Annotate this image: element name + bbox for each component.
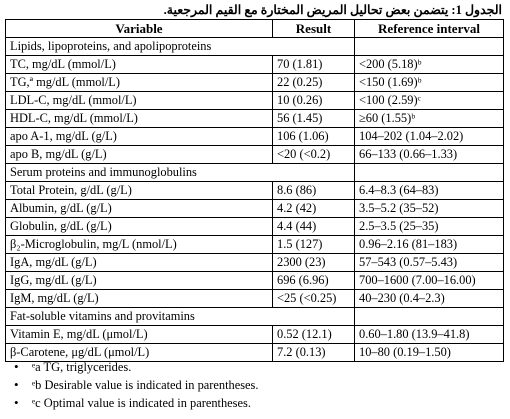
variable-cell: IgA, mg/dL (g/L) bbox=[6, 254, 273, 272]
variable-cell: Albumin, g/dL (g/L) bbox=[6, 200, 273, 218]
table-header-row bbox=[6, 20, 504, 38]
table-row bbox=[6, 146, 504, 164]
section-label: Serum proteins and immunoglobulins bbox=[6, 164, 355, 182]
result-cell: <20 (<0.2) bbox=[273, 146, 355, 164]
variable-cell: LDL-C, mg/dL (mmol/L) bbox=[6, 92, 273, 110]
header-reference-interval: Reference interval bbox=[355, 20, 504, 38]
variable-cell: IgM, mg/dL (g/L) bbox=[6, 290, 273, 308]
result-cell: 106 (1.06) bbox=[273, 128, 355, 146]
section-empty-cell bbox=[355, 164, 504, 182]
reference-cell: 10–80 (0.19–1.50) bbox=[355, 344, 504, 362]
table-row bbox=[6, 92, 504, 110]
variable-cell: apo B, mg/dL (g/L) bbox=[6, 146, 273, 164]
reference-cell: 66–133 (0.66–1.33) bbox=[355, 146, 504, 164]
reference-cell: <200 (5.18)ᵇ bbox=[355, 56, 504, 74]
variable-cell: Total Protein, g/dL (g/L) bbox=[6, 182, 273, 200]
section-row bbox=[6, 164, 504, 182]
result-cell: 1.5 (127) bbox=[273, 236, 355, 254]
table-body bbox=[6, 38, 504, 362]
table-row bbox=[6, 200, 504, 218]
result-cell: <25 (<0.25) bbox=[273, 290, 355, 308]
reference-cell: <150 (1.69)ᵇ bbox=[355, 74, 504, 92]
reference-cell: 104–202 (1.04–2.02) bbox=[355, 128, 504, 146]
table-caption: الجدول 1: يتضمن بعض تحاليل المريض المختارة مع القيم المرجعية. bbox=[163, 3, 502, 17]
header-result: Result bbox=[273, 20, 355, 38]
reference-cell: 0.60–1.80 (13.9–41.8) bbox=[355, 326, 504, 344]
section-row bbox=[6, 308, 504, 326]
reference-cell: 57–543 (0.57–5.43) bbox=[355, 254, 504, 272]
result-cell: 696 (6.96) bbox=[273, 272, 355, 290]
header-variable: Variable bbox=[6, 20, 273, 38]
table-row bbox=[6, 272, 504, 290]
table-row bbox=[6, 182, 504, 200]
variable-cell: β-Carotene, μg/dL (μmol/L) bbox=[6, 344, 273, 362]
result-cell: 10 (0.26) bbox=[273, 92, 355, 110]
footnotes bbox=[10, 358, 500, 412]
reference-cell: <100 (2.59)ᶜ bbox=[355, 92, 504, 110]
result-cell: 2300 (23) bbox=[273, 254, 355, 272]
table-row bbox=[6, 254, 504, 272]
variable-cell: Vitamin E, mg/dL (μmol/L) bbox=[6, 326, 273, 344]
table-row bbox=[6, 56, 504, 74]
reference-cell: 6.4–8.3 (64–83) bbox=[355, 182, 504, 200]
section-empty-cell bbox=[355, 38, 504, 56]
result-cell: 56 (1.45) bbox=[273, 110, 355, 128]
reference-cell: 700–1600 (7.00–16.00) bbox=[355, 272, 504, 290]
section-empty-cell bbox=[355, 308, 504, 326]
reference-cell: 40–230 (0.4–2.3) bbox=[355, 290, 504, 308]
result-cell: 22 (0.25) bbox=[273, 74, 355, 92]
footnote-b: • ᵉb Desirable value is indicated in parentheses. bbox=[10, 376, 500, 394]
section-label: Fat-soluble vitamins and provitamins bbox=[6, 308, 355, 326]
variable-cell: HDL-C, mg/dL (mmol/L) bbox=[6, 110, 273, 128]
variable-cell: β₂-Microglobulin, mg/L (nmol/L) bbox=[6, 236, 273, 254]
variable-cell: TC, mg/dL (mmol/L) bbox=[6, 56, 273, 74]
variable-cell: apo A-1, mg/dL (g/L) bbox=[6, 128, 273, 146]
result-cell: 4.2 (42) bbox=[273, 200, 355, 218]
footnote-c: • ᵉc Optimal value is indicated in parentheses. bbox=[10, 394, 500, 412]
section-label: Lipids, lipoproteins, and apolipoproteins bbox=[6, 38, 355, 56]
result-cell: 70 (1.81) bbox=[273, 56, 355, 74]
reference-cell: 0.96–2.16 (81–183) bbox=[355, 236, 504, 254]
table-row bbox=[6, 236, 504, 254]
table-row bbox=[6, 218, 504, 236]
variable-cell: TG,ª mg/dL (mmol/L) bbox=[6, 74, 273, 92]
result-cell: 7.2 (0.13) bbox=[273, 344, 355, 362]
reference-cell: ≥60 (1.55)ᵇ bbox=[355, 110, 504, 128]
variable-cell: IgG, mg/dL (g/L) bbox=[6, 272, 273, 290]
reference-cell: 3.5–5.2 (35–52) bbox=[355, 200, 504, 218]
result-cell: 8.6 (86) bbox=[273, 182, 355, 200]
table-row bbox=[6, 326, 504, 344]
result-cell: 0.52 (12.1) bbox=[273, 326, 355, 344]
footnote-a: • ᵉa TG, triglycerides. bbox=[10, 358, 500, 376]
table-row bbox=[6, 128, 504, 146]
table-row bbox=[6, 110, 504, 128]
table-row bbox=[6, 290, 504, 308]
section-row bbox=[6, 38, 504, 56]
lab-results-table bbox=[5, 19, 504, 362]
reference-cell: 2.5–3.5 (25–35) bbox=[355, 218, 504, 236]
variable-cell: Globulin, g/dL (g/L) bbox=[6, 218, 273, 236]
table-row bbox=[6, 74, 504, 92]
result-cell: 4.4 (44) bbox=[273, 218, 355, 236]
